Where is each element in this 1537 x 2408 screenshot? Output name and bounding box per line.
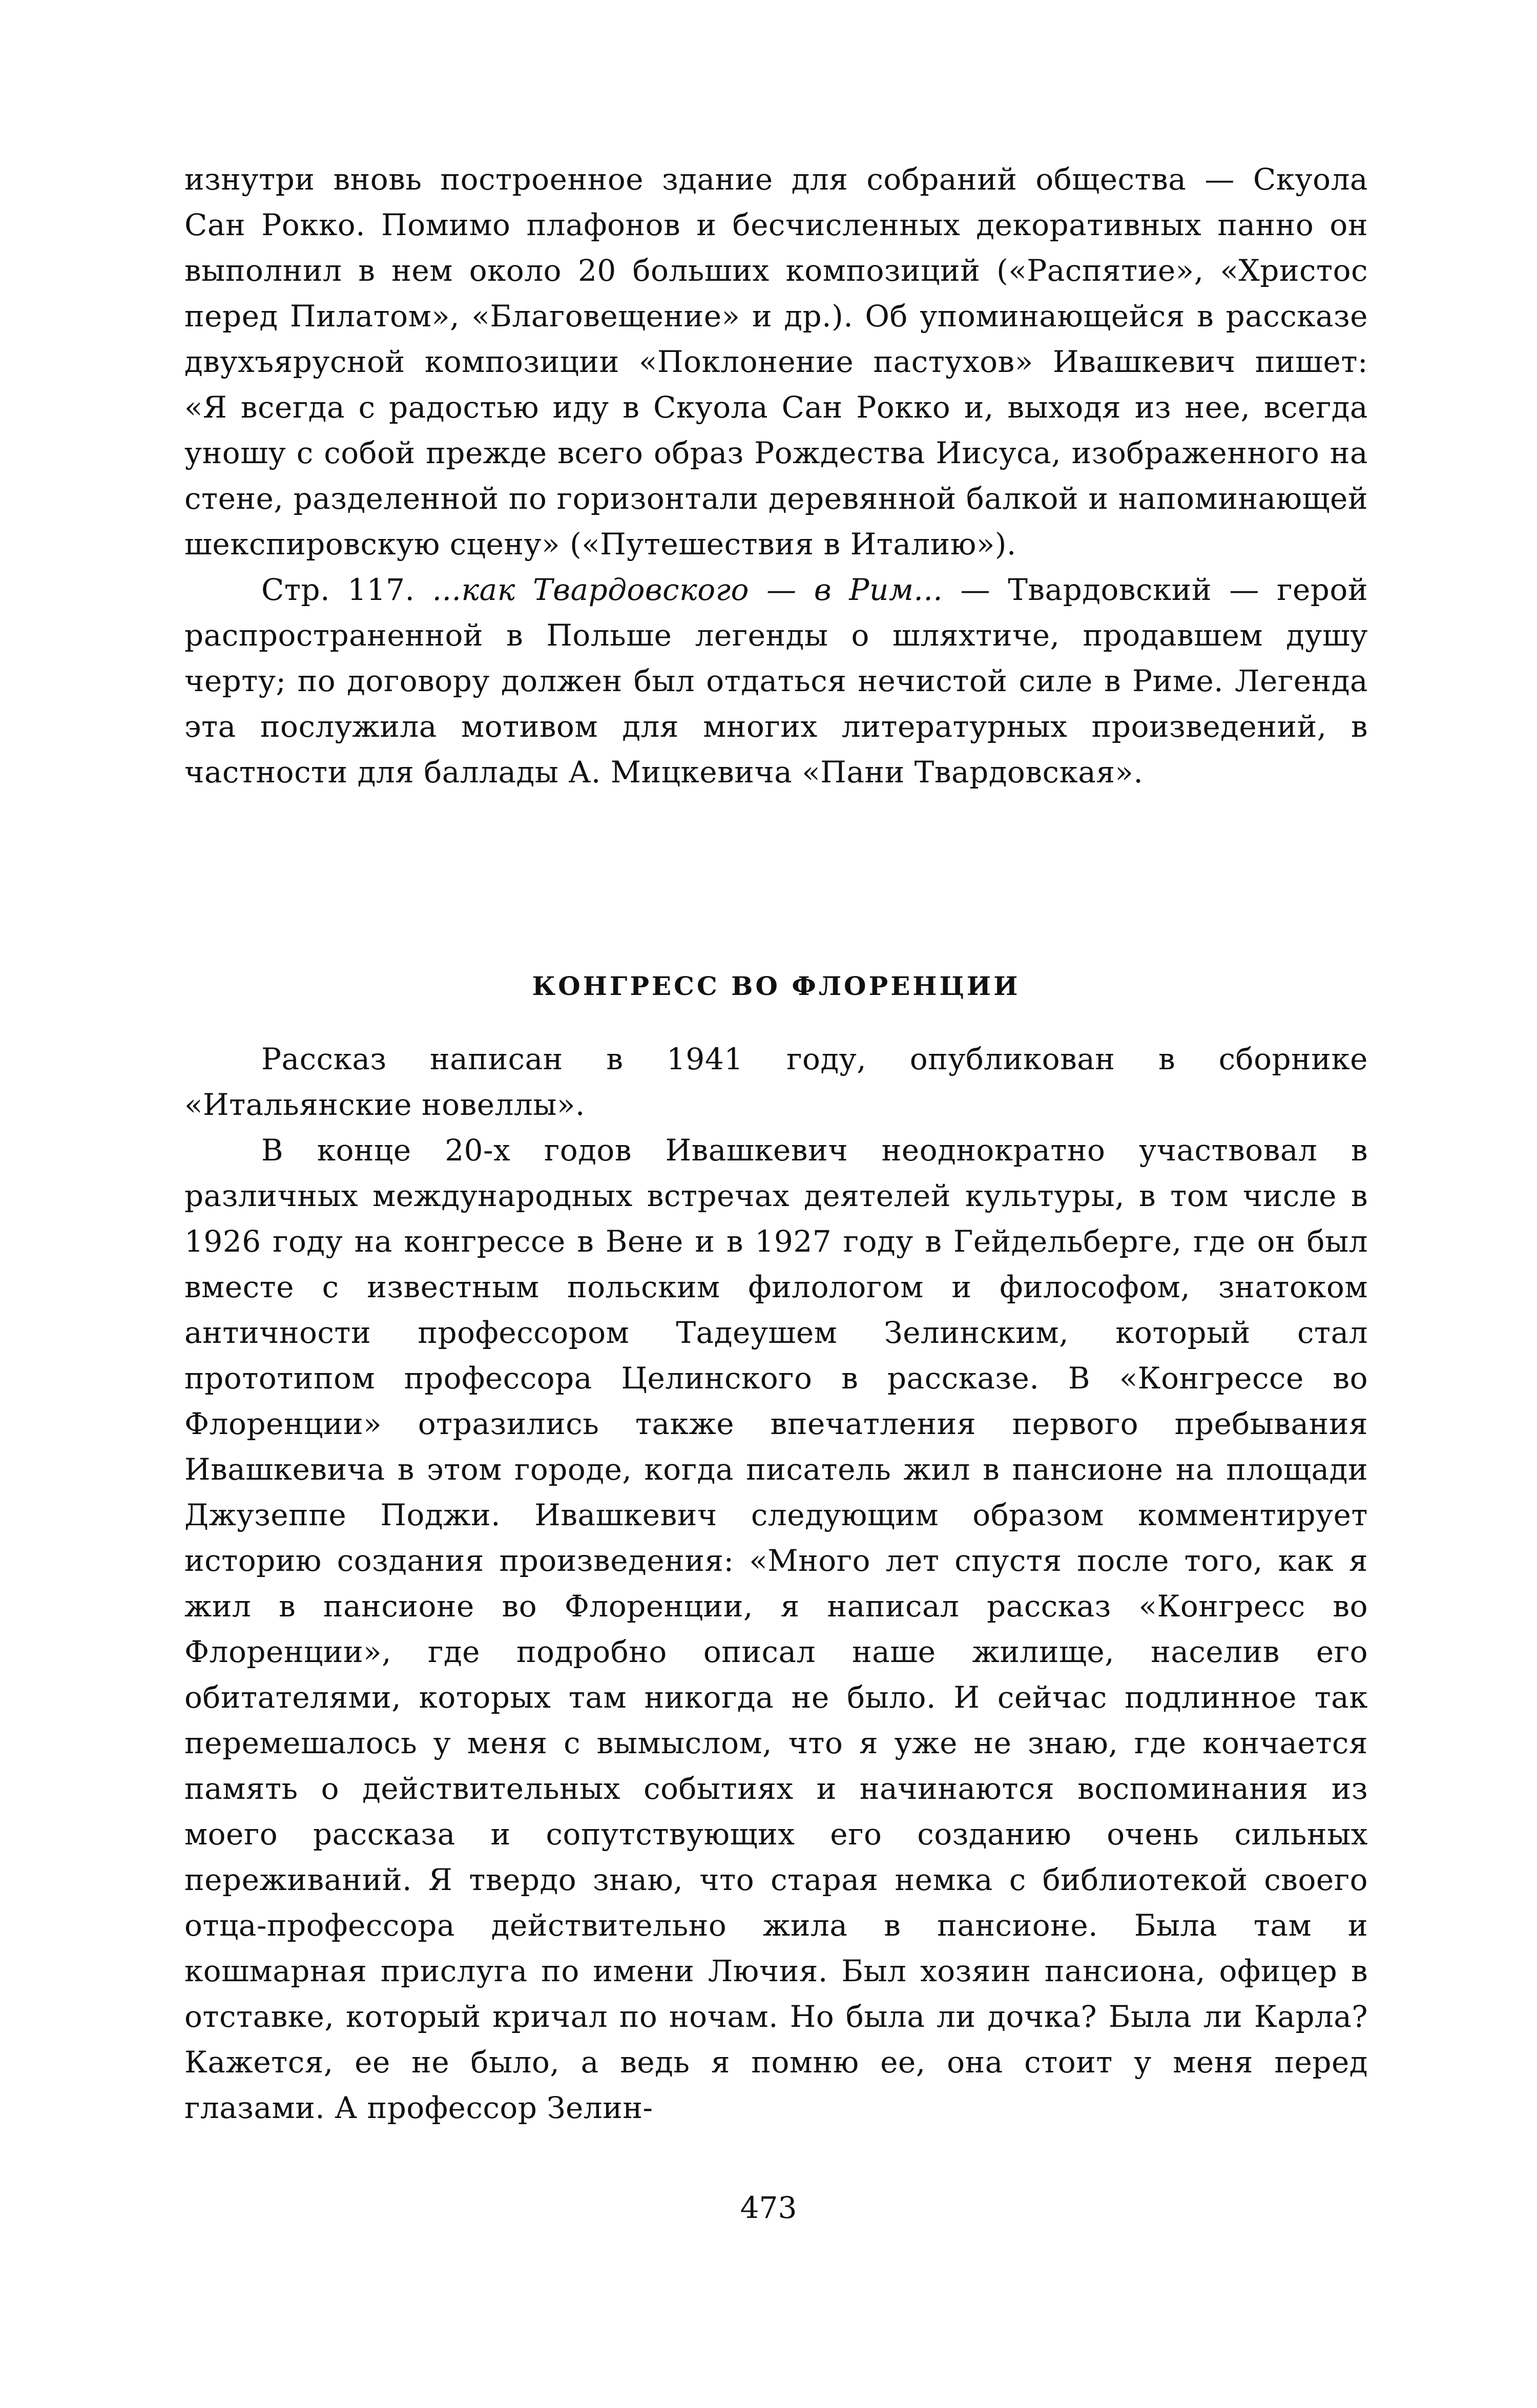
page-reference: Стр. 117. — [261, 572, 432, 607]
paragraph-twardowski-text: — Твардовский — герой распространенной в Польше легенды о шляхтиче, продавшем душу черту; по договору должен был отдаться нечистой силе в Риме. Легенда эта послужила мотивом для многих литературных произведений, в частности для баллады А. Мицкевича «Пани Твардовская». — [184, 572, 1368, 790]
commentary-section-block — [184, 1036, 1368, 2131]
section-heading: КОНГРЕСС ВО ФЛОРЕНЦИИ — [532, 971, 1021, 1001]
paragraph-scuola-san-rocco: изнутри вновь построенное здание для собраний общества — Скуола Сан Рокко. Помимо плафонов и бесчисленных декоративных панно он выполнил в нем около 20 больших композиций («Распятие», «Христос перед Пилатом», «Благовещение» и др.). Об упоминающейся в рассказе двухъярусной композиции «Поклонение пастухов» Ивашкевич пишет: «Я всегда с радостью иду в Скуола Сан Рокко и, выходя из нее, всегда уношу с собой прежде всего образ Рождества Иисуса, изображенного на стене, разделенной по горизонтали деревянной балкой и напоминающей шекспировскую сцену» («Путешествия в Италию»). — [184, 162, 1368, 562]
paragraph-congress-history: В конце 20-х годов Ивашкевич неоднократно участвовал в различных международных встречах деятелей культуры, в том числе в 1926 году на конгрессе в Вене и в 1927 году в Гейдельберге, где он был вместе с известным польским филологом и философом, знатоком античности профессором Тадеушем Зелинским, который стал прототипом профессора Целинского в рассказе. В «Конгрессе во Флоренции» отразились также впечатления первого пребывания Ивашкевича в этом городе, когда писатель жил в пансионе на площади Джузеппе Поджи. Ивашкевич следующим образом комментирует историю создания произведения: «Много лет спустя после того, как я жил в пансионе во Флоренции, я написал рассказ «Конгресс во Флоренции», где подробно описал наше жилище, населив его обитателями, которых там никогда не было. И сейчас подлинное так перемешалось у меня с вымыслом, что я уже не знаю, где кончается память о действительных событиях и начинаются воспоминания из моего рассказа и сопутствующих его созданию очень сильных переживаний. Я твердо знаю, что старая немка с библиотекой своего отца-профессора действительно жила в пансионе. Была там и кошмарная прислуга по имени Лючия. Был хозяин пансиона, офицер в отставке, который кричал по ночам. Но была ли дочка? Была ли Карла? Кажется, ее не было, а ведь я помню ее, она стоит у меня перед глазами. А профессор Зелин- — [184, 1133, 1368, 2125]
quoted-phrase: ...как Твардовского — в Рим... — [432, 572, 943, 607]
commentary-top-block — [184, 157, 1368, 795]
paragraph-twardowski — [184, 567, 1368, 795]
paragraph-publication-info: Рассказ написан в 1941 году, опубликован в сборнике «Итальянские новеллы». — [184, 1042, 1368, 1122]
page-number: 473 — [740, 2190, 797, 2225]
